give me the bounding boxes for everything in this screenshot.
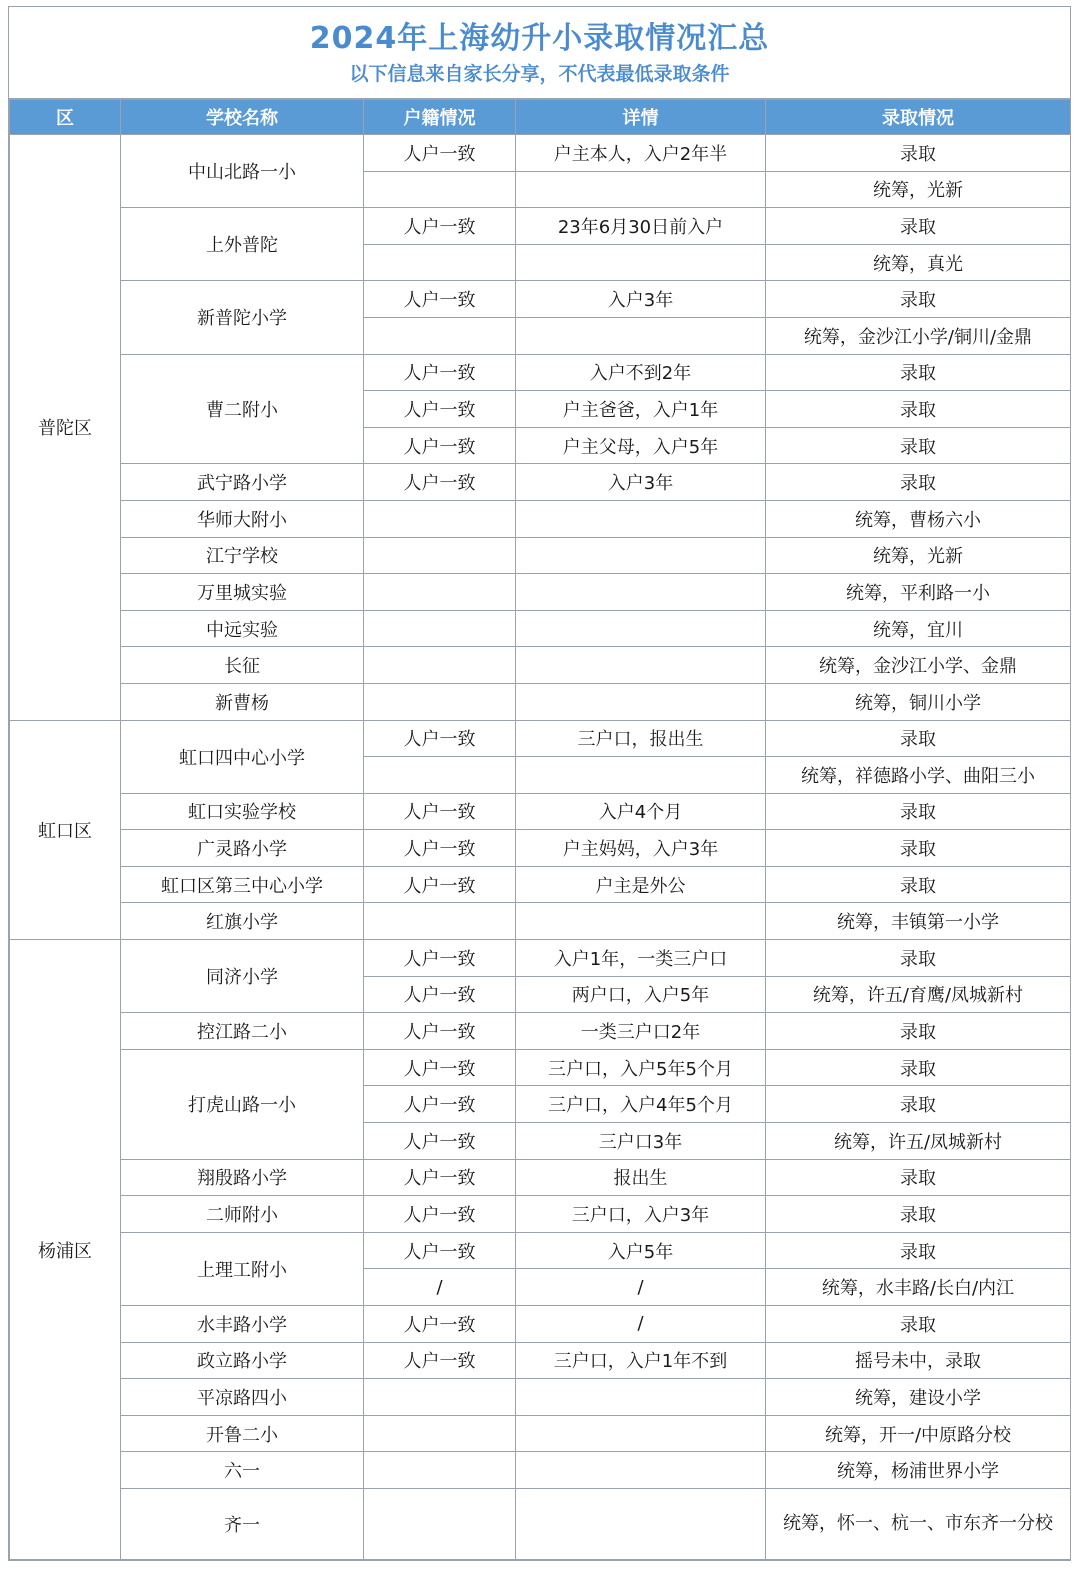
result-cell: 录取 [766,793,1071,830]
summary-sheet [8,6,1071,1561]
result-cell: 录取 [766,866,1071,903]
detail-cell: 三户口，入户3年 [516,1196,766,1233]
result-cell: 录取 [766,1306,1071,1343]
result-cell: 录取 [766,135,1071,172]
result-cell: 录取 [766,1196,1071,1233]
huji-cell: 人户一致 [364,1123,516,1160]
detail-cell: 户主父母，入户5年 [516,427,766,464]
result-cell: 统筹，宜川 [766,610,1071,647]
table-row [10,683,1071,720]
table-row [10,354,1071,391]
detail-cell: 户主爸爸，入户1年 [516,391,766,428]
district-cell: 普陀区 [10,135,121,721]
table-row [10,610,1071,647]
table-row [10,1013,1071,1050]
table-row [10,1342,1071,1379]
result-cell: 录取 [766,1086,1071,1123]
school-cell: 中山北路一小 [121,135,364,208]
table-row [10,1232,1071,1269]
result-cell: 统筹，铜川小学 [766,683,1071,720]
school-cell: 红旗小学 [121,903,364,940]
table-row [10,537,1071,574]
huji-cell: 人户一致 [364,354,516,391]
result-cell: 录取 [766,208,1071,245]
district-cell: 虹口区 [10,720,121,940]
result-cell: 录取 [766,427,1071,464]
table-row [10,1379,1071,1416]
huji-cell: 人户一致 [364,940,516,977]
detail-cell: 三户口，入户4年5个月 [516,1086,766,1123]
school-cell: 六一 [121,1452,364,1489]
result-cell: 统筹，许五/育鹰/凤城新村 [766,976,1071,1013]
huji-cell [364,171,516,208]
detail-cell [516,171,766,208]
result-cell: 统筹，杨浦世界小学 [766,1452,1071,1489]
huji-cell: / [364,1269,516,1306]
huji-cell: 人户一致 [364,281,516,318]
table-row [10,647,1071,684]
detail-cell [516,903,766,940]
table-row [10,1452,1071,1489]
table-row [10,574,1071,611]
result-cell: 录取 [766,464,1071,501]
result-cell: 统筹，真光 [766,244,1071,281]
school-cell: 上外普陀 [121,208,364,281]
result-cell: 录取 [766,391,1071,428]
detail-cell [516,1452,766,1489]
huji-cell [364,1452,516,1489]
detail-cell: 入户5年 [516,1232,766,1269]
huji-cell [364,537,516,574]
huji-cell [364,610,516,647]
result-cell: 统筹，祥德路小学、曲阳三小 [766,757,1071,794]
result-cell: 录取 [766,281,1071,318]
table-row [10,208,1071,245]
page-title: 2024年上海幼升小录取情况汇总 [309,21,770,56]
result-cell: 统筹，水丰路/长白/内江 [766,1269,1071,1306]
school-cell: 打虎山路一小 [121,1049,364,1159]
detail-cell: 两户口，入户5年 [516,976,766,1013]
huji-cell [364,574,516,611]
huji-cell: 人户一致 [364,830,516,867]
result-cell: 摇号未中，录取 [766,1342,1071,1379]
huji-cell [364,1415,516,1452]
result-cell: 录取 [766,1013,1071,1050]
title-block [9,7,1070,99]
result-cell: 统筹，许五/凤城新村 [766,1123,1071,1160]
detail-cell: 一类三户口2年 [516,1013,766,1050]
huji-cell [364,500,516,537]
detail-cell [516,757,766,794]
result-cell: 录取 [766,1159,1071,1196]
huji-cell: 人户一致 [364,1232,516,1269]
admission-table [9,99,1071,1560]
huji-cell: 人户一致 [364,391,516,428]
result-cell: 统筹，光新 [766,537,1071,574]
detail-cell: 报出生 [516,1159,766,1196]
school-cell: 曹二附小 [121,354,364,464]
huji-cell: 人户一致 [364,1086,516,1123]
header-result: 录取情况 [766,100,1071,135]
huji-cell [364,683,516,720]
school-cell: 华师大附小 [121,500,364,537]
result-cell: 统筹，金沙江小学、金鼎 [766,647,1071,684]
header-district: 区 [10,100,121,135]
table-row [10,464,1071,501]
table-row [10,903,1071,940]
detail-cell: 三户口，入户5年5个月 [516,1049,766,1086]
table-row [10,1196,1071,1233]
table-row [10,1415,1071,1452]
huji-cell: 人户一致 [364,1159,516,1196]
huji-cell: 人户一致 [364,427,516,464]
detail-cell [516,1415,766,1452]
table-row [10,793,1071,830]
school-cell: 开鲁二小 [121,1415,364,1452]
district-cell: 杨浦区 [10,940,121,1560]
result-cell: 录取 [766,1049,1071,1086]
detail-cell: 三户口，入户1年不到 [516,1342,766,1379]
detail-cell [516,1488,766,1559]
huji-cell: 人户一致 [364,1013,516,1050]
huji-cell [364,757,516,794]
detail-cell [516,574,766,611]
school-cell: 江宁学校 [121,537,364,574]
school-cell: 万里城实验 [121,574,364,611]
detail-cell: 入户1年，一类三户口 [516,940,766,977]
result-cell: 录取 [766,940,1071,977]
school-cell: 上理工附小 [121,1232,364,1305]
detail-cell [516,647,766,684]
result-cell: 统筹，怀一、杭一、市东齐一分校 [766,1488,1071,1559]
school-cell: 虹口实验学校 [121,793,364,830]
detail-cell [516,244,766,281]
table-header-row [10,100,1071,135]
huji-cell: 人户一致 [364,1342,516,1379]
detail-cell: 入户3年 [516,281,766,318]
table-row [10,940,1071,977]
result-cell: 录取 [766,720,1071,757]
result-cell: 统筹，光新 [766,171,1071,208]
school-cell: 翔殷路小学 [121,1159,364,1196]
table-row [10,281,1071,318]
table-row [10,1159,1071,1196]
huji-cell [364,1488,516,1559]
school-cell: 新曹杨 [121,683,364,720]
huji-cell: 人户一致 [364,1049,516,1086]
table-row [10,720,1071,757]
huji-cell [364,317,516,354]
detail-cell: 入户4个月 [516,793,766,830]
table-row [10,500,1071,537]
table-row [10,135,1071,172]
school-cell: 新普陀小学 [121,281,364,354]
header-detail: 详情 [516,100,766,135]
huji-cell: 人户一致 [364,720,516,757]
school-cell: 虹口区第三中心小学 [121,866,364,903]
header-huji: 户籍情况 [364,100,516,135]
school-cell: 长征 [121,647,364,684]
table-row [10,866,1071,903]
result-cell: 统筹，建设小学 [766,1379,1071,1416]
huji-cell [364,244,516,281]
table-row [10,1488,1071,1559]
detail-cell: 三户口，报出生 [516,720,766,757]
result-cell: 统筹，平利路一小 [766,574,1071,611]
detail-cell: 入户不到2年 [516,354,766,391]
school-cell: 平凉路四小 [121,1379,364,1416]
result-cell: 统筹，开一/中原路分校 [766,1415,1071,1452]
huji-cell: 人户一致 [364,135,516,172]
table-row [10,1306,1071,1343]
result-cell: 统筹，丰镇第一小学 [766,903,1071,940]
huji-cell: 人户一致 [364,464,516,501]
detail-cell: 入户3年 [516,464,766,501]
huji-cell: 人户一致 [364,866,516,903]
detail-cell: 户主是外公 [516,866,766,903]
detail-cell: 户主本人，入户2年半 [516,135,766,172]
huji-cell: 人户一致 [364,976,516,1013]
header-school: 学校名称 [121,100,364,135]
detail-cell: 23年6月30日前入户 [516,208,766,245]
school-cell: 政立路小学 [121,1342,364,1379]
school-cell: 中远实验 [121,610,364,647]
detail-cell: / [516,1269,766,1306]
detail-cell: 三户口3年 [516,1123,766,1160]
result-cell: 录取 [766,1232,1071,1269]
detail-cell: / [516,1306,766,1343]
result-cell: 录取 [766,354,1071,391]
school-cell: 齐一 [121,1488,364,1559]
detail-cell [516,317,766,354]
huji-cell: 人户一致 [364,793,516,830]
result-cell: 统筹，曹杨六小 [766,500,1071,537]
detail-cell [516,610,766,647]
school-cell: 同济小学 [121,940,364,1013]
school-cell: 武宁路小学 [121,464,364,501]
huji-cell: 人户一致 [364,1306,516,1343]
detail-cell [516,537,766,574]
table-row [10,830,1071,867]
huji-cell [364,647,516,684]
detail-cell [516,683,766,720]
school-cell: 控江路二小 [121,1013,364,1050]
detail-cell: 户主妈妈，入户3年 [516,830,766,867]
result-cell: 统筹，金沙江小学/铜川/金鼎 [766,317,1071,354]
school-cell: 水丰路小学 [121,1306,364,1343]
detail-cell [516,500,766,537]
huji-cell: 人户一致 [364,1196,516,1233]
table-row [10,1049,1071,1086]
huji-cell [364,903,516,940]
page-subtitle: 以下信息来自家长分享，不代表最低录取条件 [349,63,730,85]
school-cell: 二师附小 [121,1196,364,1233]
huji-cell: 人户一致 [364,208,516,245]
huji-cell [364,1379,516,1416]
school-cell: 虹口四中心小学 [121,720,364,793]
result-cell: 录取 [766,830,1071,867]
school-cell: 广灵路小学 [121,830,364,867]
detail-cell [516,1379,766,1416]
